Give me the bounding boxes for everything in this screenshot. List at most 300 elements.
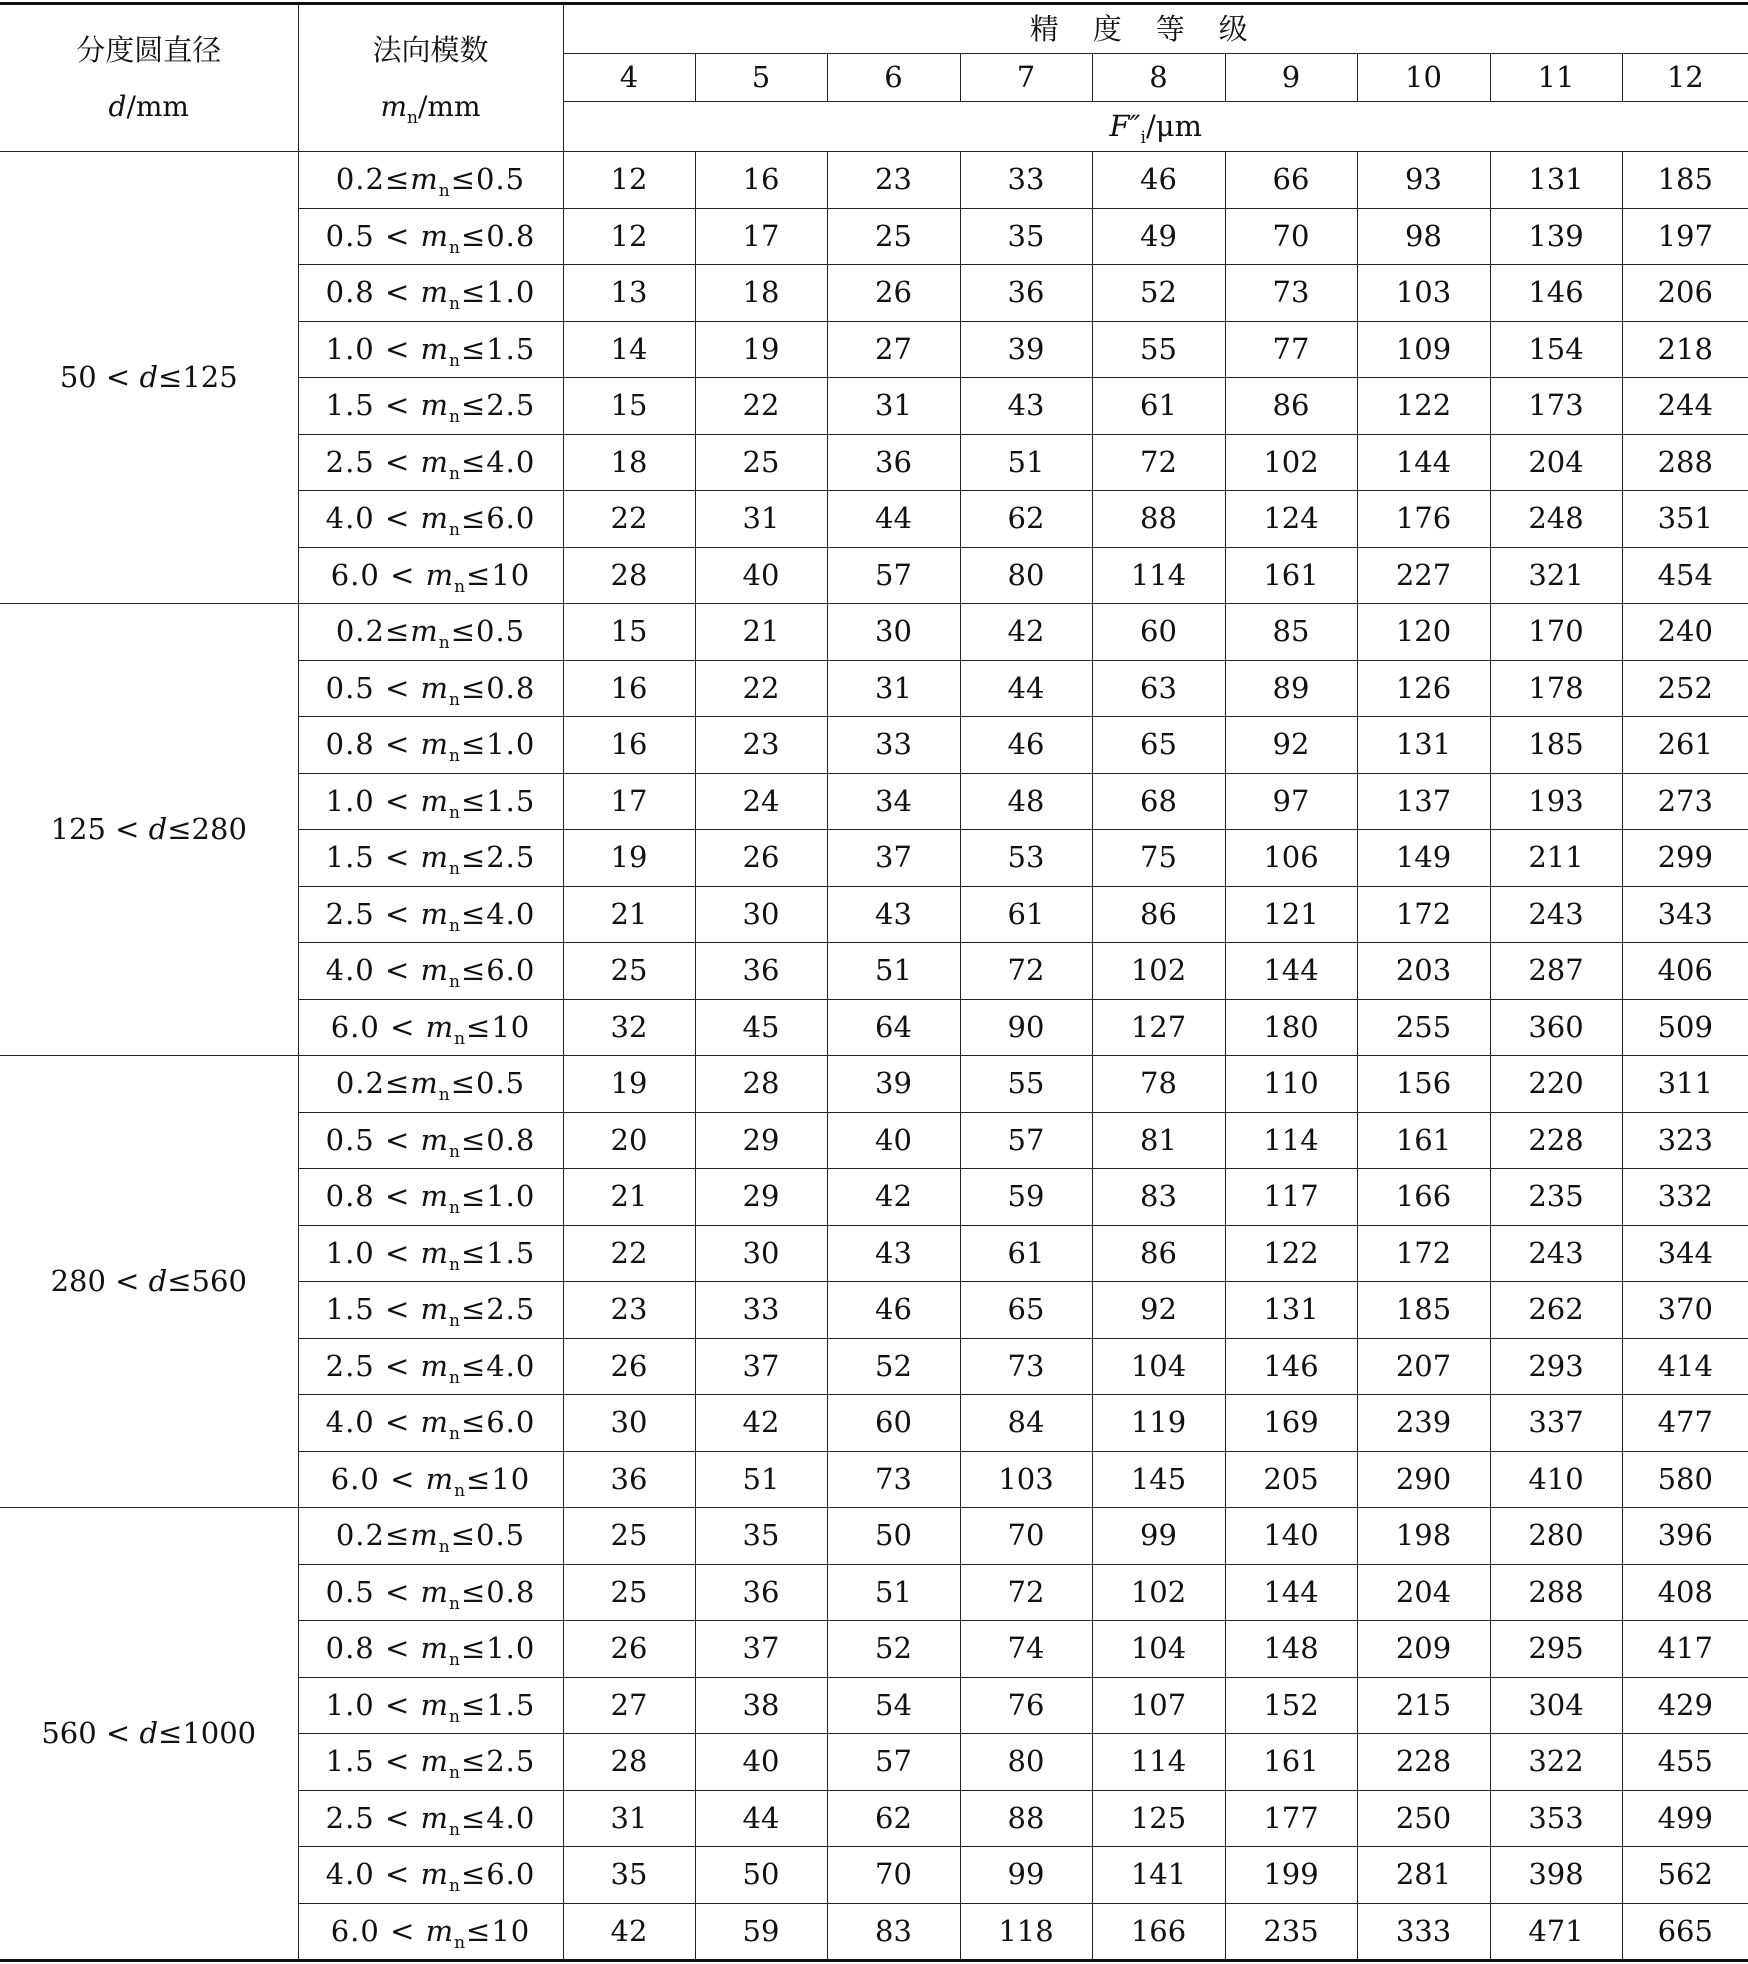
value-cell: 228 bbox=[1490, 1112, 1622, 1169]
module-var-sub: n bbox=[448, 237, 461, 258]
module-range-pre: 4.0 < bbox=[325, 1405, 421, 1440]
diameter-range-cell bbox=[0, 1056, 298, 1508]
module-var-sub: n bbox=[448, 1706, 461, 1727]
value-cell: 61 bbox=[1092, 378, 1225, 435]
value-cell: 22 bbox=[563, 491, 695, 548]
module-var: m bbox=[420, 1574, 449, 1609]
module-range-post: ≤0.8 bbox=[460, 218, 536, 253]
value-cell: 203 bbox=[1357, 943, 1490, 1000]
value-cell: 23 bbox=[827, 152, 960, 209]
value-cell: 323 bbox=[1622, 1112, 1748, 1169]
value-cell: 42 bbox=[960, 604, 1092, 661]
value-cell: 220 bbox=[1490, 1056, 1622, 1113]
module-var: m bbox=[420, 1631, 449, 1666]
value-cell: 396 bbox=[1622, 1508, 1748, 1565]
module-var-sub: n bbox=[448, 1198, 461, 1219]
value-cell: 16 bbox=[695, 152, 827, 209]
value-cell: 299 bbox=[1622, 830, 1748, 887]
module-var: m bbox=[420, 953, 449, 988]
module-var: m bbox=[425, 1913, 455, 1948]
header-value-sub: i bbox=[1140, 128, 1146, 148]
value-cell: 344 bbox=[1622, 1225, 1748, 1282]
value-cell: 152 bbox=[1225, 1677, 1357, 1734]
value-cell: 86 bbox=[1092, 1225, 1225, 1282]
module-range-pre: 2.5 < bbox=[325, 1348, 421, 1383]
header-normal-module-unit bbox=[299, 89, 563, 128]
module-range-post: ≤0.5 bbox=[450, 1066, 526, 1101]
value-cell: 455 bbox=[1622, 1734, 1748, 1791]
value-cell: 28 bbox=[563, 1734, 695, 1791]
value-cell: 206 bbox=[1622, 265, 1748, 322]
value-cell: 173 bbox=[1490, 378, 1622, 435]
header-normal-module-title: 法向模数 bbox=[372, 32, 489, 67]
grade-header-cell: 4 bbox=[563, 54, 695, 102]
value-cell: 144 bbox=[1225, 943, 1357, 1000]
value-cell: 360 bbox=[1490, 999, 1622, 1056]
value-cell: 27 bbox=[563, 1677, 695, 1734]
value-cell: 321 bbox=[1490, 547, 1622, 604]
value-cell: 215 bbox=[1357, 1677, 1490, 1734]
value-cell: 60 bbox=[1092, 604, 1225, 661]
value-cell: 99 bbox=[960, 1847, 1092, 1904]
value-cell: 75 bbox=[1092, 830, 1225, 887]
diameter-range-right: ≤125 bbox=[158, 360, 238, 394]
diameter-range-cell bbox=[0, 604, 298, 1056]
module-var-sub: n bbox=[448, 1254, 461, 1275]
value-cell: 104 bbox=[1092, 1621, 1225, 1678]
value-cell: 580 bbox=[1622, 1451, 1748, 1508]
value-cell: 304 bbox=[1490, 1677, 1622, 1734]
value-cell: 61 bbox=[960, 1225, 1092, 1282]
module-range-post: ≤10 bbox=[466, 1009, 531, 1044]
value-cell: 102 bbox=[1092, 943, 1225, 1000]
value-cell: 73 bbox=[1225, 265, 1357, 322]
module-var: m bbox=[420, 1800, 449, 1835]
diameter-range-left: 50 < bbox=[59, 360, 140, 394]
value-cell: 35 bbox=[960, 208, 1092, 265]
value-cell: 83 bbox=[827, 1903, 960, 1961]
module-range-post: ≤1.0 bbox=[460, 1631, 536, 1666]
module-range-pre: 0.2≤ bbox=[335, 1066, 411, 1101]
module-var-sub: n bbox=[448, 1367, 461, 1388]
value-cell: 73 bbox=[827, 1451, 960, 1508]
value-cell: 178 bbox=[1490, 660, 1622, 717]
module-var: m bbox=[420, 727, 449, 762]
value-cell: 199 bbox=[1225, 1847, 1357, 1904]
module-range-pre: 0.8 < bbox=[325, 1179, 421, 1214]
value-cell: 103 bbox=[1357, 265, 1490, 322]
value-cell: 255 bbox=[1357, 999, 1490, 1056]
value-cell: 25 bbox=[695, 434, 827, 491]
tolerance-table bbox=[0, 2, 1748, 1962]
value-cell: 110 bbox=[1225, 1056, 1357, 1113]
value-cell: 144 bbox=[1225, 1564, 1357, 1621]
module-range-post: ≤0.8 bbox=[460, 1574, 536, 1609]
module-var: m bbox=[420, 1405, 449, 1440]
module-range-pre: 4.0 < bbox=[325, 501, 421, 536]
module-range-cell bbox=[298, 886, 563, 943]
value-cell: 55 bbox=[1092, 321, 1225, 378]
value-cell: 68 bbox=[1092, 773, 1225, 830]
value-cell: 36 bbox=[695, 1564, 827, 1621]
module-var-sub: n bbox=[454, 1028, 467, 1049]
module-var: m bbox=[420, 275, 449, 310]
module-range-post: ≤2.5 bbox=[460, 840, 536, 875]
value-cell: 26 bbox=[563, 1621, 695, 1678]
value-cell: 35 bbox=[563, 1847, 695, 1904]
module-range-cell bbox=[298, 1677, 563, 1734]
value-cell: 244 bbox=[1622, 378, 1748, 435]
module-range-pre: 1.0 < bbox=[325, 1687, 421, 1722]
module-var: m bbox=[420, 1122, 449, 1157]
value-cell: 333 bbox=[1357, 1903, 1490, 1961]
value-cell: 102 bbox=[1092, 1564, 1225, 1621]
value-cell: 81 bbox=[1092, 1112, 1225, 1169]
diameter-range-var: d bbox=[139, 1716, 159, 1750]
module-range-cell bbox=[298, 1903, 563, 1961]
value-cell: 80 bbox=[960, 1734, 1092, 1791]
value-cell: 204 bbox=[1357, 1564, 1490, 1621]
value-cell: 161 bbox=[1357, 1112, 1490, 1169]
module-range-cell bbox=[298, 152, 563, 209]
value-cell: 52 bbox=[827, 1338, 960, 1395]
value-cell: 454 bbox=[1622, 547, 1748, 604]
value-cell: 281 bbox=[1357, 1847, 1490, 1904]
module-var: m bbox=[410, 162, 439, 197]
module-range-cell bbox=[298, 1169, 563, 1226]
module-range-cell bbox=[298, 943, 563, 1000]
module-var: m bbox=[425, 557, 455, 592]
module-var-sub: n bbox=[448, 746, 461, 767]
value-cell: 562 bbox=[1622, 1847, 1748, 1904]
header-pitch-diameter bbox=[0, 4, 298, 152]
value-cell: 33 bbox=[960, 152, 1092, 209]
value-cell: 46 bbox=[960, 717, 1092, 774]
value-cell: 166 bbox=[1357, 1169, 1490, 1226]
value-cell: 28 bbox=[695, 1056, 827, 1113]
value-cell: 122 bbox=[1357, 378, 1490, 435]
value-cell: 31 bbox=[695, 491, 827, 548]
module-var-sub: n bbox=[438, 633, 451, 654]
value-cell: 44 bbox=[827, 491, 960, 548]
module-range-cell bbox=[298, 1056, 563, 1113]
value-cell: 63 bbox=[1092, 660, 1225, 717]
value-cell: 73 bbox=[960, 1338, 1092, 1395]
header-pitch-diameter-var: d bbox=[108, 89, 127, 123]
value-cell: 90 bbox=[960, 999, 1092, 1056]
value-cell: 185 bbox=[1622, 152, 1748, 209]
value-cell: 52 bbox=[1092, 265, 1225, 322]
module-var-sub: n bbox=[448, 1819, 461, 1840]
value-cell: 227 bbox=[1357, 547, 1490, 604]
value-cell: 161 bbox=[1225, 547, 1357, 604]
value-cell: 30 bbox=[695, 1225, 827, 1282]
value-cell: 32 bbox=[563, 999, 695, 1056]
value-cell: 59 bbox=[960, 1169, 1092, 1226]
module-var: m bbox=[420, 1348, 449, 1383]
value-cell: 24 bbox=[695, 773, 827, 830]
value-cell: 146 bbox=[1225, 1338, 1357, 1395]
value-cell: 149 bbox=[1357, 830, 1490, 887]
value-cell: 15 bbox=[563, 604, 695, 661]
value-cell: 83 bbox=[1092, 1169, 1225, 1226]
module-range-post: ≤0.8 bbox=[460, 1122, 536, 1157]
module-range-pre: 2.5 < bbox=[325, 1800, 421, 1835]
value-cell: 408 bbox=[1622, 1564, 1748, 1621]
value-cell: 235 bbox=[1490, 1169, 1622, 1226]
value-cell: 18 bbox=[563, 434, 695, 491]
value-cell: 114 bbox=[1225, 1112, 1357, 1169]
value-cell: 92 bbox=[1225, 717, 1357, 774]
value-cell: 57 bbox=[827, 547, 960, 604]
value-cell: 36 bbox=[960, 265, 1092, 322]
value-cell: 98 bbox=[1357, 208, 1490, 265]
value-cell: 30 bbox=[695, 886, 827, 943]
value-cell: 54 bbox=[827, 1677, 960, 1734]
value-cell: 86 bbox=[1225, 378, 1357, 435]
module-var-sub: n bbox=[448, 689, 461, 710]
module-range-cell bbox=[298, 378, 563, 435]
value-cell: 44 bbox=[960, 660, 1092, 717]
module-range-post: ≤10 bbox=[466, 557, 531, 592]
value-cell: 38 bbox=[695, 1677, 827, 1734]
value-cell: 337 bbox=[1490, 1395, 1622, 1452]
value-cell: 37 bbox=[695, 1338, 827, 1395]
value-cell: 343 bbox=[1622, 886, 1748, 943]
module-var-sub: n bbox=[448, 350, 461, 371]
module-range-pre: 0.5 < bbox=[325, 1574, 421, 1609]
header-value-unit-text: /μm bbox=[1145, 109, 1203, 143]
module-var: m bbox=[420, 1744, 449, 1779]
table-row bbox=[0, 152, 1748, 209]
value-cell: 62 bbox=[827, 1790, 960, 1847]
value-cell: 57 bbox=[827, 1734, 960, 1791]
module-range-pre: 1.0 < bbox=[325, 1235, 421, 1270]
module-range-cell bbox=[298, 660, 563, 717]
module-var: m bbox=[420, 444, 449, 479]
value-cell: 145 bbox=[1092, 1451, 1225, 1508]
module-var-sub: n bbox=[448, 972, 461, 993]
module-range-pre: 6.0 < bbox=[330, 1913, 426, 1948]
value-cell: 80 bbox=[960, 547, 1092, 604]
value-cell: 117 bbox=[1225, 1169, 1357, 1226]
module-var-sub: n bbox=[448, 1311, 461, 1332]
module-range-cell bbox=[298, 604, 563, 661]
module-range-cell bbox=[298, 773, 563, 830]
value-cell: 332 bbox=[1622, 1169, 1748, 1226]
table-row bbox=[0, 604, 1748, 661]
value-cell: 144 bbox=[1357, 434, 1490, 491]
value-cell: 665 bbox=[1622, 1903, 1748, 1961]
value-cell: 127 bbox=[1092, 999, 1225, 1056]
value-cell: 370 bbox=[1622, 1282, 1748, 1339]
module-range-cell bbox=[298, 491, 563, 548]
value-cell: 499 bbox=[1622, 1790, 1748, 1847]
value-cell: 102 bbox=[1225, 434, 1357, 491]
diameter-range-var: d bbox=[148, 812, 168, 846]
module-range-cell bbox=[298, 434, 563, 491]
value-cell: 57 bbox=[960, 1112, 1092, 1169]
value-cell: 295 bbox=[1490, 1621, 1622, 1678]
module-var: m bbox=[420, 388, 449, 423]
value-cell: 72 bbox=[960, 943, 1092, 1000]
header-value-var: F″ bbox=[1109, 109, 1141, 143]
value-cell: 21 bbox=[563, 1169, 695, 1226]
value-cell: 25 bbox=[563, 1564, 695, 1621]
value-cell: 177 bbox=[1225, 1790, 1357, 1847]
module-var-sub: n bbox=[448, 1650, 461, 1671]
module-range-cell bbox=[298, 321, 563, 378]
module-range-cell bbox=[298, 1564, 563, 1621]
module-range-pre: 6.0 < bbox=[330, 557, 426, 592]
value-cell: 40 bbox=[695, 1734, 827, 1791]
value-cell: 290 bbox=[1357, 1451, 1490, 1508]
value-cell: 88 bbox=[960, 1790, 1092, 1847]
value-cell: 169 bbox=[1225, 1395, 1357, 1452]
module-range-post: ≤6.0 bbox=[460, 1405, 536, 1440]
value-cell: 25 bbox=[827, 208, 960, 265]
value-cell: 37 bbox=[827, 830, 960, 887]
value-cell: 410 bbox=[1490, 1451, 1622, 1508]
module-var: m bbox=[410, 614, 439, 649]
value-cell: 15 bbox=[563, 378, 695, 435]
value-cell: 25 bbox=[563, 1508, 695, 1565]
module-var-sub: n bbox=[448, 1763, 461, 1784]
value-cell: 103 bbox=[960, 1451, 1092, 1508]
value-cell: 287 bbox=[1490, 943, 1622, 1000]
value-cell: 240 bbox=[1622, 604, 1748, 661]
value-cell: 66 bbox=[1225, 152, 1357, 209]
value-cell: 45 bbox=[695, 999, 827, 1056]
value-cell: 50 bbox=[695, 1847, 827, 1904]
value-cell: 42 bbox=[695, 1395, 827, 1452]
module-var-sub: n bbox=[448, 1424, 461, 1445]
module-range-post: ≤1.0 bbox=[460, 727, 536, 762]
diameter-range-cell bbox=[0, 152, 298, 604]
module-var: m bbox=[420, 218, 449, 253]
value-cell: 72 bbox=[1092, 434, 1225, 491]
value-cell: 198 bbox=[1357, 1508, 1490, 1565]
header-accuracy-grade: 精度等级 bbox=[563, 4, 1748, 54]
value-cell: 20 bbox=[563, 1112, 695, 1169]
module-range-post: ≤6.0 bbox=[460, 953, 536, 988]
value-cell: 161 bbox=[1225, 1734, 1357, 1791]
module-range-cell bbox=[298, 1395, 563, 1452]
value-cell: 107 bbox=[1092, 1677, 1225, 1734]
module-range-post: ≤1.0 bbox=[460, 275, 536, 310]
value-cell: 21 bbox=[695, 604, 827, 661]
value-cell: 248 bbox=[1490, 491, 1622, 548]
value-cell: 12 bbox=[563, 208, 695, 265]
header-normal-module-unit-text: /mm bbox=[417, 89, 481, 123]
module-range-pre: 0.2≤ bbox=[335, 162, 411, 197]
module-range-cell bbox=[298, 1451, 563, 1508]
value-cell: 154 bbox=[1490, 321, 1622, 378]
value-cell: 70 bbox=[1225, 208, 1357, 265]
value-cell: 322 bbox=[1490, 1734, 1622, 1791]
module-range-post: ≤4.0 bbox=[460, 1348, 536, 1383]
value-cell: 19 bbox=[695, 321, 827, 378]
value-cell: 12 bbox=[563, 152, 695, 209]
module-var-sub: n bbox=[448, 1141, 461, 1162]
value-cell: 40 bbox=[695, 547, 827, 604]
value-cell: 124 bbox=[1225, 491, 1357, 548]
module-var-sub: n bbox=[454, 1480, 467, 1501]
module-range-post: ≤0.5 bbox=[450, 1518, 526, 1553]
value-cell: 50 bbox=[827, 1508, 960, 1565]
value-cell: 35 bbox=[695, 1508, 827, 1565]
header-value-unit bbox=[563, 102, 1748, 152]
table-row bbox=[0, 1508, 1748, 1565]
module-range-pre: 0.2≤ bbox=[335, 1518, 411, 1553]
value-cell: 16 bbox=[563, 717, 695, 774]
value-cell: 185 bbox=[1490, 717, 1622, 774]
module-range-pre: 1.5 < bbox=[325, 388, 421, 423]
value-cell: 36 bbox=[695, 943, 827, 1000]
module-range-pre: 0.5 < bbox=[325, 218, 421, 253]
module-range-post: ≤0.5 bbox=[450, 162, 526, 197]
value-cell: 122 bbox=[1225, 1225, 1357, 1282]
table-row bbox=[0, 1056, 1748, 1113]
value-cell: 429 bbox=[1622, 1677, 1748, 1734]
module-range-cell bbox=[298, 1225, 563, 1282]
value-cell: 509 bbox=[1622, 999, 1748, 1056]
value-cell: 118 bbox=[960, 1903, 1092, 1961]
value-cell: 23 bbox=[563, 1282, 695, 1339]
value-cell: 17 bbox=[563, 773, 695, 830]
value-cell: 72 bbox=[960, 1564, 1092, 1621]
module-range-post: ≤1.5 bbox=[460, 1687, 536, 1722]
value-cell: 51 bbox=[695, 1451, 827, 1508]
value-cell: 64 bbox=[827, 999, 960, 1056]
value-cell: 18 bbox=[695, 265, 827, 322]
value-cell: 36 bbox=[563, 1451, 695, 1508]
value-cell: 140 bbox=[1225, 1508, 1357, 1565]
value-cell: 26 bbox=[695, 830, 827, 887]
module-range-pre: 6.0 < bbox=[330, 1461, 426, 1496]
value-cell: 228 bbox=[1357, 1734, 1490, 1791]
value-cell: 148 bbox=[1225, 1621, 1357, 1678]
module-range-pre: 1.5 < bbox=[325, 1744, 421, 1779]
diameter-range-right: ≤280 bbox=[167, 812, 247, 846]
value-cell: 48 bbox=[960, 773, 1092, 830]
value-cell: 243 bbox=[1490, 886, 1622, 943]
value-cell: 37 bbox=[695, 1621, 827, 1678]
value-cell: 88 bbox=[1092, 491, 1225, 548]
value-cell: 406 bbox=[1622, 943, 1748, 1000]
value-cell: 97 bbox=[1225, 773, 1357, 830]
module-range-cell bbox=[298, 208, 563, 265]
value-cell: 204 bbox=[1490, 434, 1622, 491]
module-var: m bbox=[420, 1687, 449, 1722]
module-var-sub: n bbox=[438, 1085, 451, 1106]
value-cell: 23 bbox=[695, 717, 827, 774]
module-range-pre: 4.0 < bbox=[325, 953, 421, 988]
value-cell: 170 bbox=[1490, 604, 1622, 661]
value-cell: 70 bbox=[827, 1847, 960, 1904]
diameter-range-right: ≤1000 bbox=[158, 1716, 257, 1750]
module-var: m bbox=[420, 670, 449, 705]
module-range-cell bbox=[298, 1508, 563, 1565]
module-var-sub: n bbox=[448, 1876, 461, 1897]
module-range-cell bbox=[298, 1621, 563, 1678]
value-cell: 46 bbox=[827, 1282, 960, 1339]
module-range-pre: 0.5 < bbox=[325, 670, 421, 705]
value-cell: 197 bbox=[1622, 208, 1748, 265]
module-var-sub: n bbox=[438, 181, 451, 202]
value-cell: 26 bbox=[827, 265, 960, 322]
value-cell: 351 bbox=[1622, 491, 1748, 548]
